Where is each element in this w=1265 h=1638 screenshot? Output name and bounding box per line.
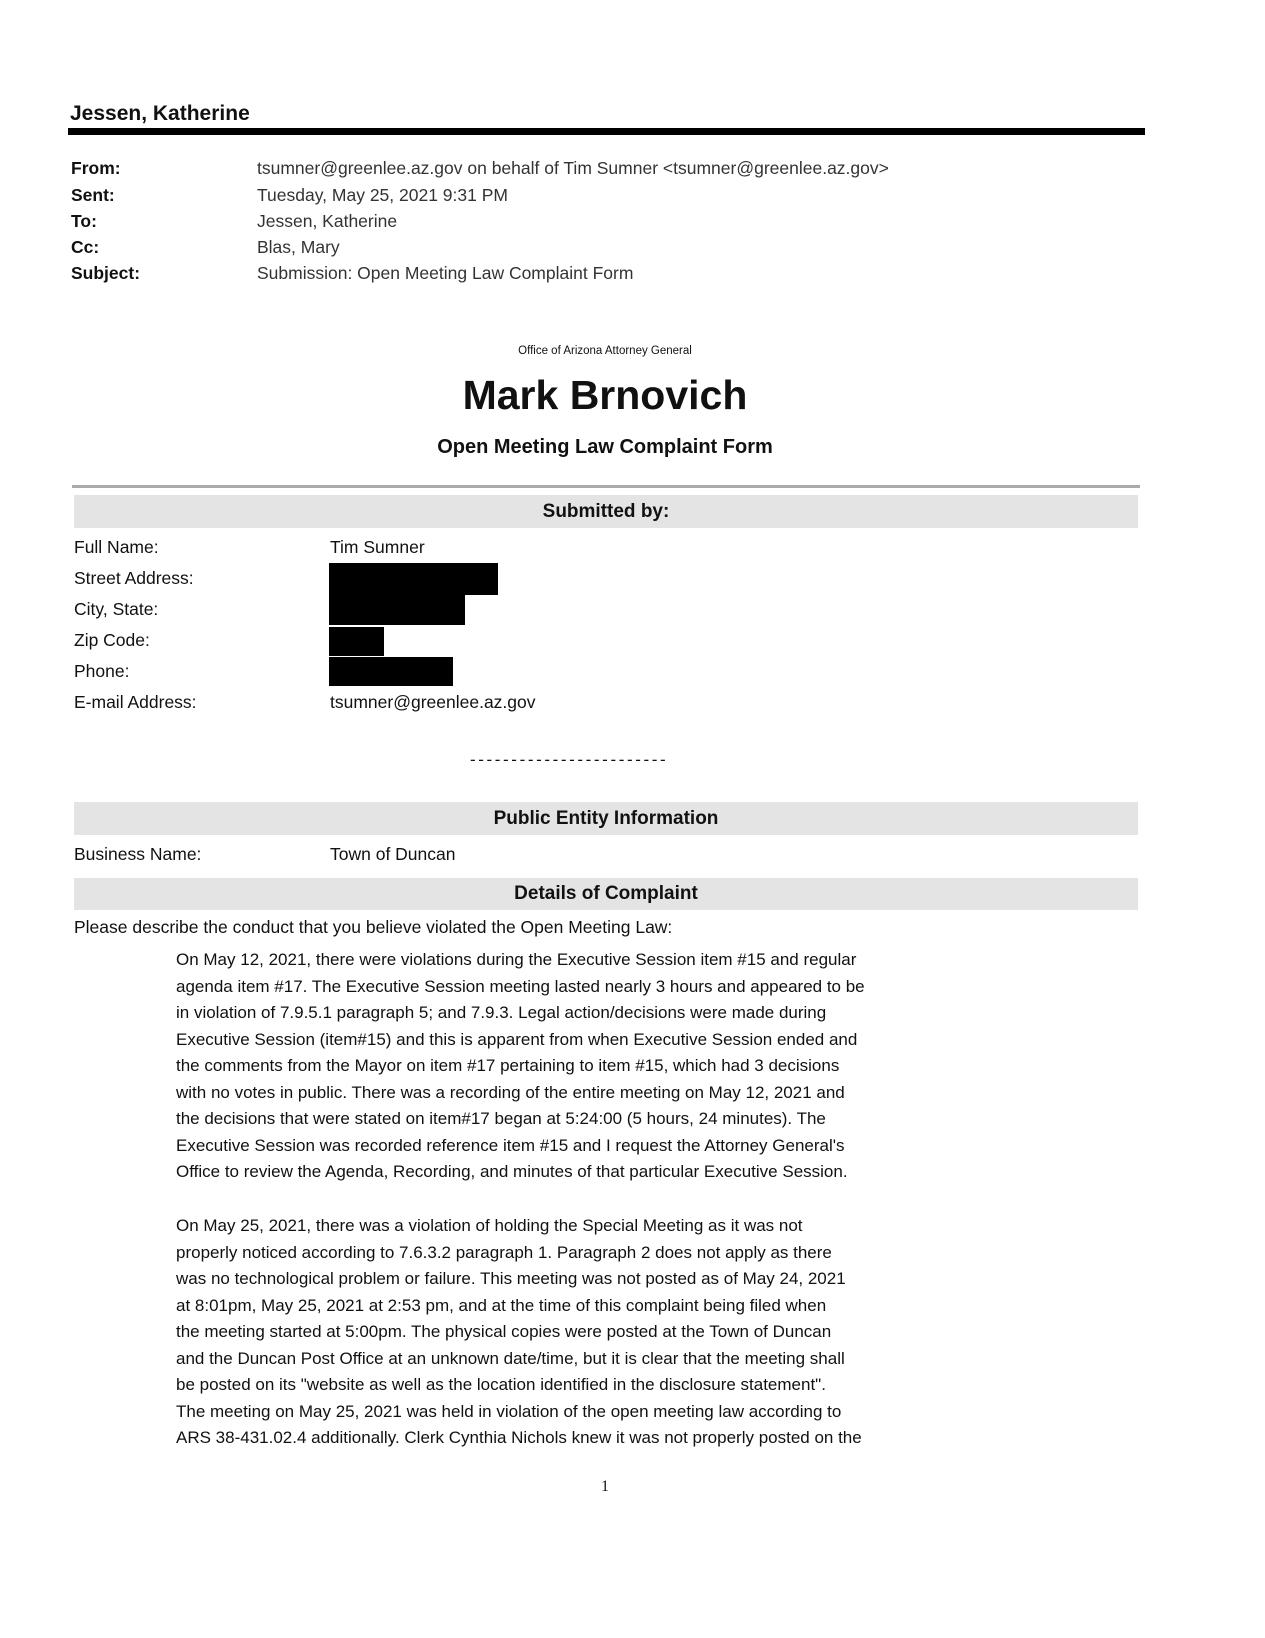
field-label: From: xyxy=(71,158,121,178)
redaction-street-address xyxy=(329,563,498,595)
complaint-text-line: be posted on its "website as well as the location identified in the disclosure statement". xyxy=(176,1375,826,1394)
header-divider xyxy=(68,128,1145,135)
field-label: Zip Code: xyxy=(74,630,150,650)
redaction-zip-code xyxy=(329,627,384,656)
dashed-separator: ------------------------ xyxy=(470,750,669,769)
public-entity-heading: Public Entity Information xyxy=(74,802,1138,835)
recipient-header: Jessen, Katherine xyxy=(70,102,250,125)
page-number: 1 xyxy=(601,1478,609,1495)
submitted-by-heading: Submitted by: xyxy=(74,495,1138,528)
attorney-general-name: Mark Brnovich xyxy=(462,372,748,418)
complaint-text-line: agenda item #17. The Executive Session meeting lasted nearly 3 hours and appeared to be xyxy=(176,976,865,996)
field-label: To: xyxy=(71,211,97,231)
complaint-prompt: Please describe the conduct that you believe violated the Open Meeting Law: xyxy=(74,917,673,937)
complaint-text-line: Office to review the Agenda, Recording, and minutes of that particular Executive Session. xyxy=(176,1162,848,1181)
complaint-text-line: and the Duncan Post Office at an unknown date/time, but it is clear that the meeting shall xyxy=(176,1348,845,1368)
field-value: Tim Sumner xyxy=(330,537,425,557)
field-value: tsumner@greenlee.az.gov xyxy=(330,692,536,712)
complaint-text-line: the comments from the Mayor on item #17 pertaining to item #15, which had 3 decisions xyxy=(176,1056,840,1075)
field-value: Submission: Open Meeting Law Complaint Form xyxy=(257,263,634,283)
field-label: Street Address: xyxy=(74,568,194,588)
complaint-text-line: On May 12, 2021, there were violations during the Executive Session item #15 and regular xyxy=(176,950,857,969)
redaction-phone xyxy=(329,657,453,686)
complaint-text-line: properly noticed according to 7.6.3.2 paragraph 1. Paragraph 2 does not apply as there xyxy=(176,1242,832,1262)
field-label: City, State: xyxy=(74,599,159,619)
field-label: E-mail Address: xyxy=(74,692,197,712)
field-label: Business Name: xyxy=(74,844,202,864)
complaint-text-line: at 8:01pm, May 25, 2021 at 2:53 pm, and at the time of this complaint being filed when xyxy=(176,1295,827,1315)
field-label: Phone: xyxy=(74,661,130,681)
complaint-text-line: in violation of 7.9.5.1 paragraph 5; and 7.9.3. Legal action/decisions were made during xyxy=(176,1003,827,1022)
field-label: Sent: xyxy=(71,185,115,205)
field-value: Tuesday, May 25, 2021 9:31 PM xyxy=(257,185,508,205)
complaint-text-line: the meeting started at 5:00pm. The physical copies were posted at the Town of Duncan xyxy=(176,1322,832,1341)
complaint-text-line: On May 25, 2021, there was a violation of holding the Special Meeting as it was not xyxy=(176,1216,803,1235)
office-name: Office of Arizona Attorney General xyxy=(518,345,692,357)
field-label: Cc: xyxy=(71,237,100,257)
complaint-text-line: Executive Session was recorded reference item #15 and I request the Attorney General's xyxy=(176,1135,845,1155)
field-label: Subject: xyxy=(71,263,141,283)
details-heading: Details of Complaint xyxy=(74,878,1138,910)
complaint-text-line: was no technological problem or failure. This meeting was not posted as of May 24, 2021 xyxy=(176,1269,846,1288)
complaint-text-line: Executive Session (item#15) and this is apparent from when Executive Session ended and xyxy=(176,1029,858,1049)
title-rule xyxy=(72,485,1140,488)
field-value: Town of Duncan xyxy=(330,844,456,864)
complaint-text-line: the decisions that were stated on item#17 began at 5:24:00 (5 hours, 24 minutes). The xyxy=(176,1109,826,1128)
field-value: tsumner@greenlee.az.gov on behalf of Tim Sumner <tsumner@greenlee.az.gov> xyxy=(257,158,889,178)
complaint-text-line: with no votes in public. There was a recording of the entire meeting on May 12, 2021 and xyxy=(176,1082,845,1102)
field-value: Jessen, Katherine xyxy=(257,211,398,231)
field-label: Full Name: xyxy=(74,537,159,557)
redaction-city-state xyxy=(329,594,465,625)
field-value: Blas, Mary xyxy=(257,237,340,257)
complaint-text-line: ARS 38-431.02.4 additionally. Clerk Cynthia Nichols knew it was not properly posted on the xyxy=(176,1428,862,1447)
form-title: Open Meeting Law Complaint Form xyxy=(437,436,773,458)
complaint-text-line: The meeting on May 25, 2021 was held in violation of the open meeting law according to xyxy=(176,1401,842,1421)
